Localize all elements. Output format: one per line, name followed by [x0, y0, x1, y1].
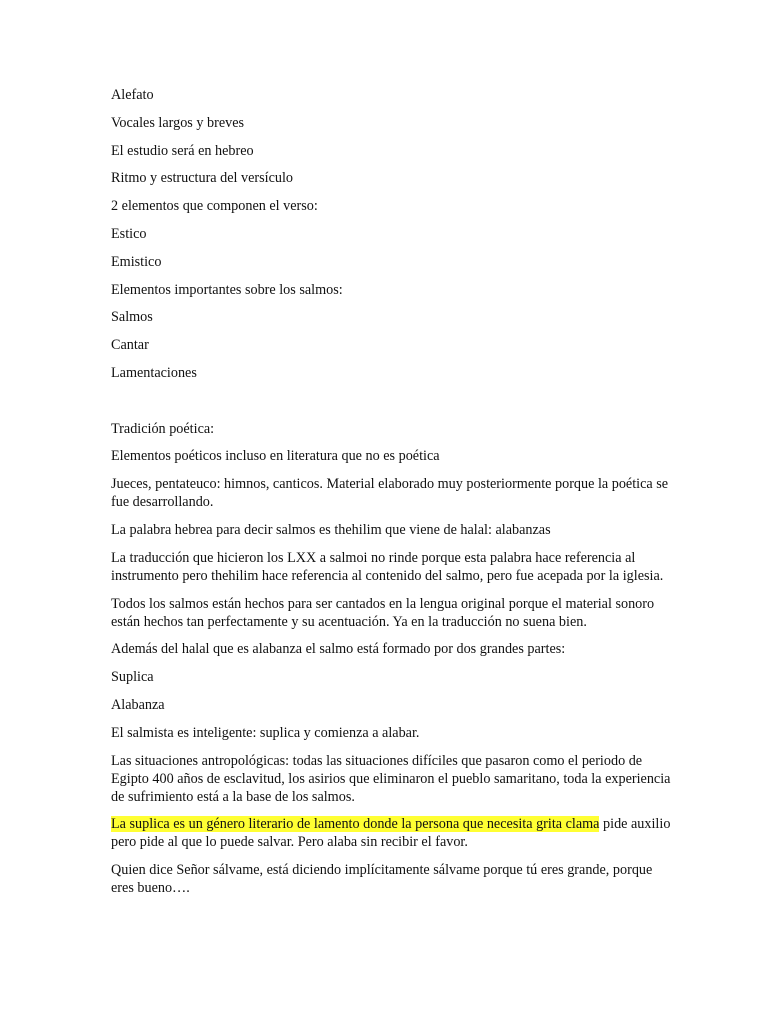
paragraph: Emistico: [111, 253, 162, 270]
paragraph: Suplica: [111, 669, 154, 686]
paragraph-rest-text: pide auxilio pero pide al que lo puede salvar. Pero alaba sin recibir el favor.: [111, 816, 671, 851]
highlighted-text: La suplica es un género literario de lamento donde la persona que necesita grita clama: [111, 816, 600, 833]
paragraph: Las situaciones antropológicas: todas las situaciones difíciles que pasaron como el periodo de Egipto 400 años de esclavitud, los asirios que eliminaron el pueblo samaritano, toda la experiencia de sufrimiento está a la base de los salmos.: [111, 752, 671, 805]
paragraph: Ritmo y estructura del versículo: [111, 170, 294, 187]
paragraph: Jueces, pentateuco: himnos, canticos. Material elaborado muy posteriormente porque la poética se fue desarrollando.: [111, 476, 669, 511]
paragraph: Vocales largos y breves: [111, 114, 245, 131]
paragraph: El estudio será en hebreo: [111, 142, 254, 159]
paragraph: 2 elementos que componen el verso:: [111, 198, 318, 215]
paragraph: Además del halal que es alabanza el salmo está formado por dos grandes partes:: [111, 641, 566, 658]
paragraph: Elementos poéticos incluso en literatura que no es poética: [111, 448, 440, 465]
paragraph: El salmista es inteligente: suplica y comienza a alabar.: [111, 724, 420, 741]
paragraph: La palabra hebrea para decir salmos es thehilim que viene de halal: alabanzas: [111, 521, 551, 538]
paragraph: Estico: [111, 225, 147, 242]
paragraph: Alefato: [111, 87, 154, 103]
paragraph: Lamentaciones: [111, 364, 197, 381]
paragraph: La traducción que hicieron los LXX a salmoi no rinde porque esta palabra hace referencia al instrumento pero thehilim hace referencia al contenido del salmo, pero fue acepada por la iglesia.: [111, 549, 664, 584]
paragraph: Todos los salmos están hechos para ser cantados en la lengua original porque el material sonoro están hechos tan perfectamente y su acentuación. Ya en la traducción no suena bien.: [111, 595, 655, 630]
document-body: [111, 86, 671, 907]
paragraph: Alabanza: [111, 696, 165, 713]
paragraph: Salmos: [111, 309, 153, 326]
paragraph: Quien dice Señor sálvame, está diciendo implícitamente sálvame porque tú eres grande, porque eres bueno….: [111, 862, 653, 897]
paragraph: Cantar: [111, 337, 149, 354]
paragraph: Elementos importantes sobre los salmos:: [111, 281, 343, 298]
section-heading: Tradición poética:: [111, 420, 215, 437]
highlighted-paragraph: [111, 815, 671, 851]
empty-paragraph: [111, 392, 671, 410]
